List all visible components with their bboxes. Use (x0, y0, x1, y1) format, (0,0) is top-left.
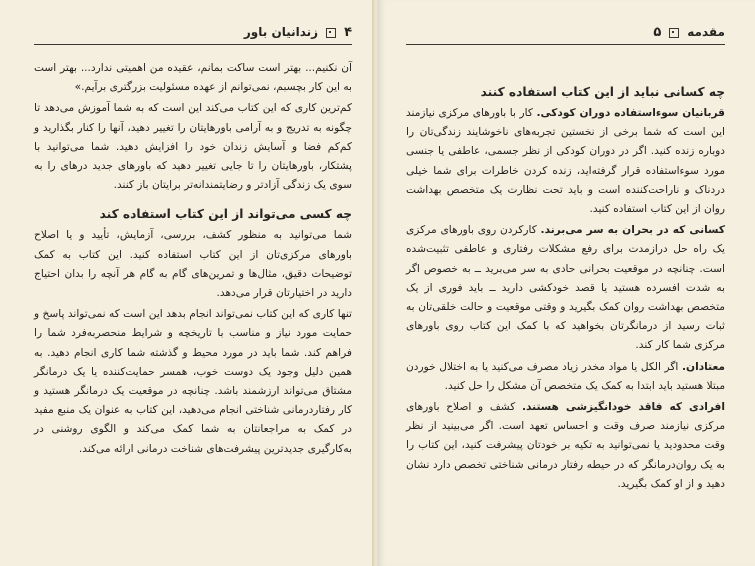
right-page-number: ۵ (653, 24, 662, 40)
header-ornament-icon (326, 28, 336, 38)
right-paragraph-1 (406, 104, 725, 219)
right-paragraph-2 (406, 221, 725, 355)
right-paragraph-3 (406, 358, 725, 396)
left-page (0, 0, 374, 566)
right-page (378, 0, 755, 566)
book-title: زندانیان باور (243, 25, 319, 39)
paragraph-lead: معتادان. (682, 360, 725, 373)
left-section-heading: چه کسی می‌تواند از این کتاب استفاده کند (99, 207, 352, 222)
left-paragraph-2: کم‌ترین کاری که این کتاب می‌کند این است که به شما آموزش می‌دهد تا چگونه به تدریج و به آرامی باورهایتان را تغییر دهید، آنها را کنار بگذارید و کم‌کم فضا و آسایش زندان خود را افزایش دهید. شما می‌توانید با پشتکار، باورهایتان را تا جایی تغییر دهید که باورهای جدید درهای را به سوی یک زندگی آزادتر و رضایتمندانه‌تر برایتان باز کنند. (34, 102, 352, 192)
header-ornament-icon (669, 28, 679, 38)
left-running-head (34, 24, 352, 45)
right-running-head (406, 24, 725, 45)
left-page-number: ۴ (344, 24, 352, 40)
right-section-heading: چه کسانی نباید از این کتاب استفاده کنند (480, 85, 725, 99)
left-paragraph-3: شما می‌توانید به منظور کشف، بررسی، آزمایش، تأیید و یا اصلاح باورهای مرکزی‌تان از این کتاب استفاده کنید. این کتاب به کمک توضیحات دقیق، مثال‌ها و تمرین‌های گام به گام هر آنچه را بدان احتیاج دارید در اختیارتان قرار می‌دهد. (34, 229, 352, 300)
left-paragraph-4: تنها کاری که این کتاب نمی‌تواند انجام بدهد این است که نمی‌تواند پاسخ و حمایت مورد نیاز و مناسب با تاریخچه و شرایط منحصربه‌فرد شما را فراهم کند. شما باید در مورد محیط و گذشته شما کاری انجام دهید. به همین دلیل وجود یک دوست خوب، همسر حمایت‌کننده یا یک درمانگر مشتاق می‌تواند ارزشمند باشد. چنانچه در موقعیت یک درمانگر هستید و کار رفتاردرمانی شناختی انجام می‌دهید، این کتاب به عنوان یک منبع مفید در کمک به مراجعانتان به شما کمک می‌کند و الگوی روشنی در به‌کارگیری جدیدترین پیشرفت‌های شناخت درمانی ارائه می‌کند. (34, 308, 352, 455)
paragraph-lead: کسانی که در بحران به سر می‌برند. (540, 224, 725, 237)
section-title: مقدمه (687, 25, 725, 39)
paragraph-body: اگر الکل یا مواد مخدر زیاد مصرف می‌کنید یا به اختلال خوردن مبتلا هستید باید ابتدا به کمک یک متخصص آن مشکل را حل کنید. (406, 360, 725, 392)
right-paragraph-4 (406, 398, 725, 494)
paragraph-body: کشف و اصلاح باورهای مرکزی نیازمند صرف وقت و احساس تعهد است. اگر می‌بینید از نظر وقت محدودید یا نمی‌توانید به تکیه بر خودتان پیشرفت کنید، این کتاب را به یک روان‌درمانگر که در حیطه رفتار درمانی شناختی تخصص دارد نشان دهید و از او کمک بگیرید. (406, 401, 725, 490)
paragraph-lead: قربانیان سوءاستفاده دوران کودکی. (536, 107, 725, 119)
paragraph-body: کارکردن روی باورهای مرکزی یک راه حل درازمدت برای رفع مشکلات رفتاری و عاطفی تثبیت‌شده است. چنانچه در موقعیت بحرانی حادی به سر می‌برید ــ به خصوص اگر به شدت افسرده هستید یا قصد خودکشی دارید ــ باید فوری از یک متخصص بهداشت روان کمک بگیرید و وقتی موقعیت و حالت خلقی‌تان به ثبات رسید از درمانگرتان بخواهید که با کمک این کتاب روی باورهای مرکزی شما کار کند. (406, 224, 725, 352)
paragraph-body: کار با باورهای مرکزی نیازمند این است که شما برخی از نخستین تجربه‌های ناخوشایند زندگی‌تان را دوباره زنده کنید. اگر در دوران کودکی از نظر جسمی، عاطفی یا جنسی مورد سوءاستفاده قرار گرفته‌اید، زنده کردن خاطرات برای شما خیلی دردناک و ناراحت‌کننده است و باید تحت نظارت یک متخصص بهداشت روان از این کتاب استفاده کنید. (406, 107, 725, 216)
paragraph-lead: افرادی که فاقد خودانگیزشی هستند. (521, 401, 725, 414)
left-paragraph-1: آن نکنیم... بهتر است ساکت بمانم، عقیده من اهمیتی ندارد... بهتر است به این کار بچسبم، نمی‌توانم از عهده مسئولیت بزرگتری برآیم.» (34, 62, 352, 94)
